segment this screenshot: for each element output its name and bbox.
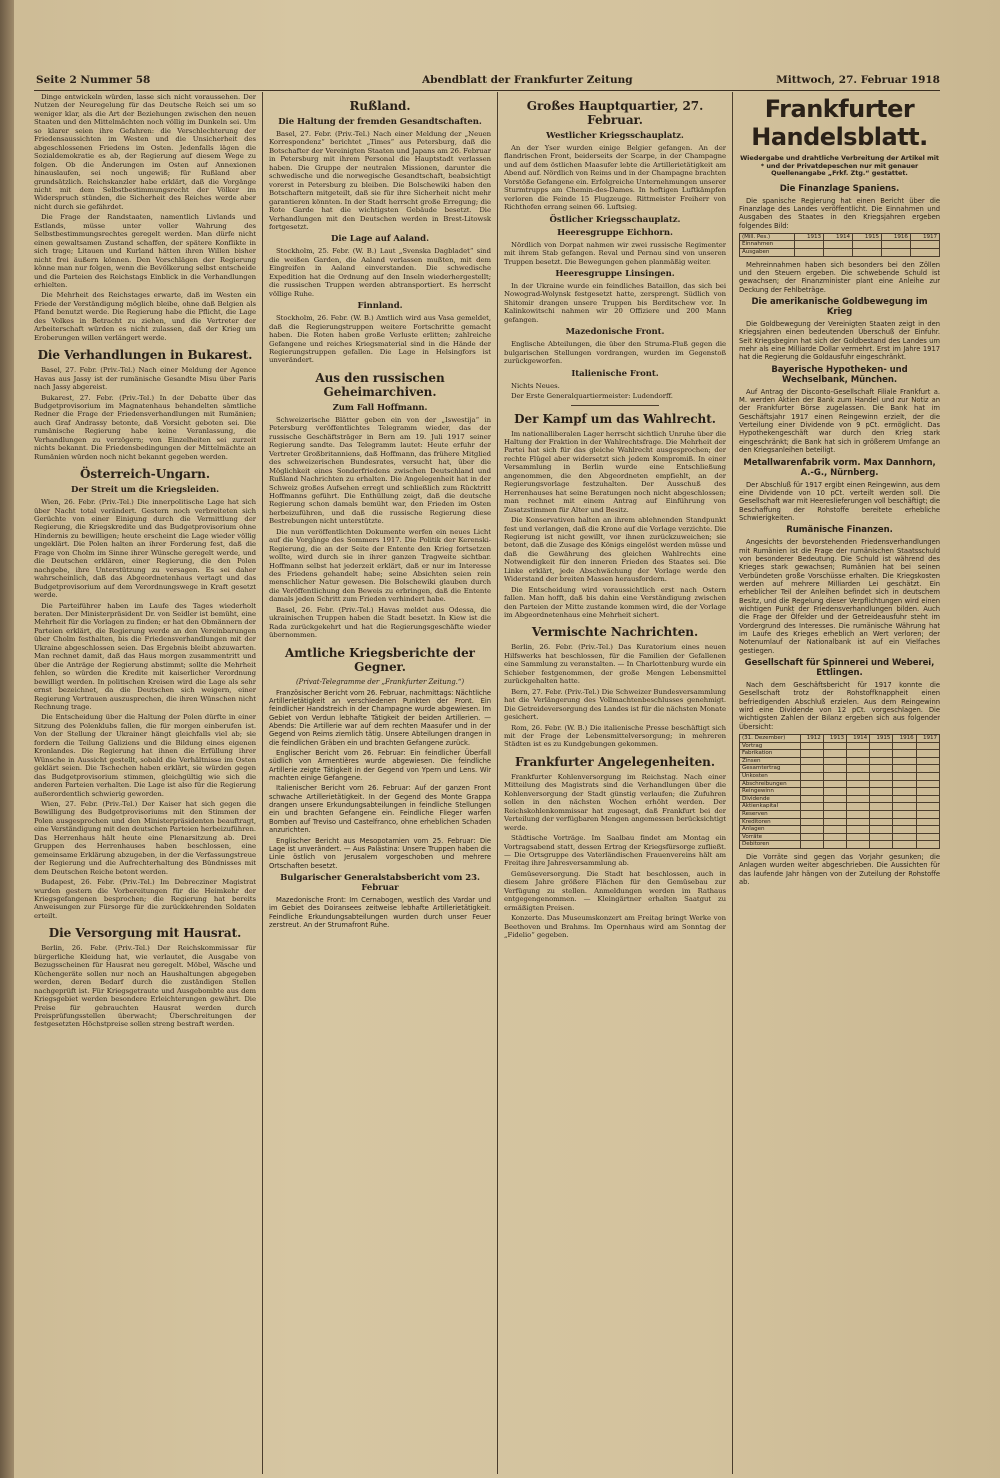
table-cell: 1916 xyxy=(893,735,916,743)
table-cell: 1914 xyxy=(846,735,869,743)
page-header xyxy=(34,74,940,88)
table-cell xyxy=(800,788,823,796)
table-row xyxy=(740,833,940,841)
table-cell xyxy=(852,241,881,249)
headline-bulgarischer-bericht: Bulgarischer Generalstabsbericht vom 23. Februar xyxy=(280,872,480,893)
table-cell xyxy=(870,757,893,765)
column-divider xyxy=(262,92,263,1474)
table-cell xyxy=(823,795,846,803)
table-cell xyxy=(893,780,916,788)
table-cell xyxy=(823,841,846,849)
table-cell: 1915 xyxy=(870,735,893,743)
table-cell xyxy=(846,757,869,765)
table-cell xyxy=(916,773,939,781)
subhead-kriegsleiden: Der Streit um die Kriegsleiden. xyxy=(71,485,219,496)
table-cell xyxy=(846,765,869,773)
table-cell xyxy=(823,788,846,796)
table-cell xyxy=(893,750,916,758)
table-cell xyxy=(870,773,893,781)
table-cell xyxy=(870,788,893,796)
table-cell xyxy=(800,841,823,849)
subhead-mazedonische-front: Mazedonische Front. xyxy=(565,327,665,338)
table-row xyxy=(740,773,940,781)
column-3: Großes Hauptquartier, 27. Februar. Westlicher Kriegsschauplatz. An der Yser wurden einige Belgier gefangen. An der flandrischen Front, beiderseits der Scarpe, in der Champagne und auf dem östlichen Maasufer lebte die Artillerietätigkeit am Abend auf. Nördlich von Reims und in der Champagne brachten Vorstöße Gefangene ein. Erfolgreiche Unternehmungen unserer Sturmtrupps am Chemin-des-Dames. In heftigen Luftkämpfen verloren die Feinde 15 Flugzeuge. Rittmeister Freiherr von Richthofen errang seinen 66. Luftsieg. Östlicher Kriegsschauplatz. Heeresgruppe Eichhorn. Nördlich von Dorpat nahmen wir zwei russische Regimenter mit ihrem Stab gefangen. Reval und Pernau sind von unseren Truppen besetzt. Die Bewegungen gehen planmäßig weiter. Heeresgruppe Linsingen. In der Ukraine wurde ein feindliches Bataillon, das sich bei Nowograd-Wolynsk festgesetzt hatte, zersprengt. Südlich von Shitomir drangen unsere Truppen bis Berditschew vor. In Kalinkowitschi nahmen wir 20 Offiziere und 200 Mann gefangen. Mazedonische Front. Englische Abteilungen, die über den Struma-Fluß gegen die bulgarischen Stellungen vordrangen, wurden im Gegenstoß zurückgeworfen. Italienische Front. Nichts Neues. Der Erste Generalquartiermeister: Ludendorff. Der Kampf um das Wahlrecht. Im nationalliberalen Lager herrscht sichtlich Unruhe über die Haltung der Fraktion in der Wahlrechtsfrage. Die Mehrheit der Partei hat sich für das gleiche Wahlrecht ausgesprochen; der rechte Flügel aber widersetzt sich jedem Kompromiß. In einer Versammlung in Berlin wurde eine Entschließung angenommen, die den Abgeordneten empfiehlt, an der Regierungsvorlage festzuhalten. Der Ausschuß des Herrenhauses hat seine Beratungen noch nicht abgeschlossen; man rechnet mit einem Antrag auf Einführung von Zusatzstimmen für Alter und Besitz. Die Konservativen halten an ihrem ablehnenden Standpunkt fest und verlangen, daß die Krone auf die Vorlage verzichte. Die Regierung ist nicht gewillt, vor ihnen zurückzuweichen; sie betont, daß die Zusage des Königs eingelöst werden müsse und daß die Gewährung des gleichen Wahlrechts eine Notwendigkeit für den inneren Frieden des Staates sei. Die Linke erklärt, jede Abschwächung der Vorlage werde den Widerstand der breiten Massen herausfordern. Die Entscheidung wird voraussichtlich erst nach Ostern fallen. Man hofft, daß bis dahin eine Verständigung zwischen den Parteien der Mitte zustande kommen wird, die der Vorlage im Abgeordnetenhaus eine Mehrheit sichert. Vermischte Nachrichten. Berlin, 26. Febr. (Priv.-Tel.) Das Kuratorium eines neuen Hilfswerks hat beschlossen, für die Familien der Gefallenen eine Sammlung zu veranstalten. — In Charlottenburg wurde ein Schieber festgenommen, der große Mengen Lebensmittel zurückgehalten hatte. Bern, 27. Febr. (Priv.-Tel.) Die Schweizer Bundesversammlung hat die Verlängerung des Vollmachtenbeschlusses genehmigt. Die Getreideversorgung des Landes ist für die nächsten Monate gesichert. Rom, 26. Febr. (W. B.) Die italienische Presse beschäftigt sich mit der Frage der Lebensmittelversorgung; in mehreren Städten ist es zu Kundgebungen gekommen. Frankfurter Angelegenheiten. Frankfurter Kohlenversorgung im Reichstag. Nach einer Mitteilung des Magistrats sind die Verhandlungen über die Kohlenversorgung der Stadt günstig verlaufen; die Zufuhren sollen in den nächsten Wochen erhöht werden. Der Reichskohlenkommissar hat zugesagt, daß Frankfurt bei der Verteilung der verfügbaren Mengen angemessen berücksichtigt werde. Städtische Vorträge. Im Saalbau findet am Montag ein Vortragsabend statt, dessen Ertrag der Kriegsfürsorge zufließt. — Die Ortsgruppe des Vaterländischen Frauenvereins hält am Freitag ihre Jahresversammlung ab. Gemüseversorgung. Die Stadt hat beschlossen, auch in diesem Jahre größere Flächen für den Gemüsebau zur Verfügung zu stellen. Anmeldungen werden im Rathaus entgegengenommen. — Kleingärtner erhalten Saatgut zu ermäßigten Preisen. Konzerte. Das Museumskonzert am Freitag bringt Werke von Beethoven und Brahms. Im Opernhaus wird am Sonntag der „Fidelio“ gegeben. xyxy=(504,99,726,940)
table-cell xyxy=(870,826,893,834)
table-cell xyxy=(893,833,916,841)
table-cell: Ausgaben xyxy=(740,249,795,257)
table-cell: 1912 xyxy=(800,735,823,743)
headline-oesterreich: Österreich-Ungarn. xyxy=(80,467,210,482)
table-cell xyxy=(916,841,939,849)
subhead-gesandtschaften: Die Haltung der fremden Gesandtschaften. xyxy=(278,117,482,127)
headline-ettlingen: Gesellschaft für Spinnerei und Weberei, Ettlingen. xyxy=(744,658,935,679)
table-cell: Kreditoren xyxy=(740,818,801,826)
table-row xyxy=(740,803,940,811)
headline-kriegsberichte: Amtliche Kriegsberichte der Gegner. xyxy=(285,645,475,674)
italian-front-report: Nichts Neues. xyxy=(511,381,560,390)
table-cell xyxy=(846,795,869,803)
table-row xyxy=(740,765,940,773)
table-cell xyxy=(893,826,916,834)
section-divider xyxy=(571,405,660,406)
table-cell xyxy=(800,818,823,826)
header-date: Mittwoch, 27. Februar 1918 xyxy=(776,74,940,86)
header-rule xyxy=(34,90,940,91)
table-cell xyxy=(846,750,869,758)
headline-rumaenische-finanzen: Rumänische Finanzen. xyxy=(786,525,893,536)
subhead-italienische-front: Italienische Front. xyxy=(571,368,659,379)
subhead-privat-telegramme: (Privat-Telegramme der „Frankfurter Zeitung.“) xyxy=(295,677,465,686)
table-cell: Gesamtertrag xyxy=(740,765,801,773)
table-cell: 1915 xyxy=(852,233,881,241)
table-cell xyxy=(893,765,916,773)
subhead-westlicher-kriegsschauplatz: Westlicher Kriegsschauplatz. xyxy=(546,131,684,141)
subhead-hoffmann: Zum Fall Hoffmann. xyxy=(332,402,428,413)
page-binding xyxy=(0,0,14,1478)
headline-goldbewegung: Die amerikanische Goldbewegung im Krieg xyxy=(751,297,928,318)
subhead-linsingen: Heeresgruppe Linsingen. xyxy=(555,268,675,279)
table-row xyxy=(740,757,940,765)
table-cell xyxy=(800,795,823,803)
table-cell xyxy=(870,795,893,803)
table-cell xyxy=(800,757,823,765)
table-cell: Unkosten xyxy=(740,773,801,781)
table-cell xyxy=(823,818,846,826)
table-cell: Debitoren xyxy=(740,841,801,849)
table-cell xyxy=(800,750,823,758)
table-cell xyxy=(846,841,869,849)
table-cell xyxy=(870,811,893,819)
table-cell xyxy=(795,249,824,257)
table-row xyxy=(740,780,940,788)
table-cell xyxy=(893,788,916,796)
table-row xyxy=(740,750,940,758)
table-cell xyxy=(852,249,881,257)
table-cell xyxy=(916,750,939,758)
table-cell xyxy=(916,818,939,826)
table-cell: Vortrag xyxy=(740,742,801,750)
table-cell xyxy=(823,750,846,758)
headline-bukarest: Die Verhandlungen in Bukarest. xyxy=(37,348,253,363)
headline-hauptquartier: Großes Hauptquartier, 27. Februar. xyxy=(526,99,704,127)
table-cell xyxy=(800,811,823,819)
header-masthead: Abendblatt der Frankfurter Zeitung xyxy=(422,74,633,86)
table-cell xyxy=(846,818,869,826)
table-cell xyxy=(870,742,893,750)
column-1: Dinge entwickeln würden, lasse sich nicht voraussehen. Der Nutzen der Neuregelung für das Deutsche Reich sei um so weniger klar, als die Art der Beziehungen zwischen den neuen Staaten und den Mittelmächten noch völlig im Dunkeln sei. Um so klarer seien ihre Gefahren: die Verschlechterung der Friedensaussichten im Westen und die Unsicherheit des abgeschlossenen Friedens im Osten. Jedenfalls lägen die Sozialdemokratie es ab, der Regierung auf diesem Wege zu folgen. Ob die Änderungen im Osten auf Annexionen hinauslaufen, sei noch ungewiß; für Rußland aber grundsätzlich. Reichskanzler habe erklärt, daß die Vorgänge nicht mit dem Selbstbestimmungsrecht der Völker im Widerspruch stünden, die Sicherheit des Reiches werde aber nicht durch sie gefährdet. Die Frage der Randstaaten, namentlich Livlands und Estlands, müsse unter voller Wahrung des Selbstbestimmungsrechtes geregelt werden. Man dürfe nicht einen gewaltsamen Zustand schaffen, der spätere Konflikte in sich trage; Litauen und Kurland hätten ihren Willen bisher nicht frei äußern können. Den Vorschlägen der Regierung könne man nur folgen, wenn die Bevölkerung selbst entscheide und die Parteien des Reichstags Einblick in die Verhandlungen erhielten. Die Mehrheit des Reichstages erwarte, daß im Westen ein Friede der Verständigung möglich bleibe, ohne daß Belgien als Pfand benutzt werde. Die Regierung habe die Pflicht, die Lage des Volkes in Betracht zu ziehen, und die Vertreter der Arbeiterschaft würden es nicht zulassen, daß der Krieg um Eroberungen willen verlängert werde. Die Verhandlungen in Bukarest. Basel, 27. Febr. (Priv.-Tel.) Nach einer Meldung der Agence Havas aus Jassy ist der rumänische Gesandte Misu über Paris nach Jassy abgereist. Bukarest, 27. Febr. (Priv.-Tel.) In der Debatte über das Budgetprovisorium im Magnatenhaus behandelten sämtliche Redner die Frage der Friedensverhandlungen mit Rumänien; auch Graf Andrassy betonte, daß Vorsicht geboten sei. Die rumänische Regierung habe keine Veranlassung, die Verhandlungen zu verzögern; von Einzelheiten sei zurzeit nichts bekannt. Die Friedensbedingungen der Mittelmächte an Rumänien würden noch nicht bekannt gegeben werden. Österreich-Ungarn. Der Streit um die Kriegsleiden. Wien, 26. Febr. (Priv.-Tel.) Die innerpolitische Lage hat sich über Nacht total verändert. Gestern noch verbreiteten sich Gerüchte von einer Einigung durch die Vermittlung der Regierung, die Kriegskredite und das Budgetprovisorium ohne Hindernis zu bewilligen; heute erscheint die Lage wieder völlig ungeklärt. Die Polen halten an ihrer Forderung fest, daß die Frage von Cholm im Sinne ihrer Wünsche geregelt werde, und die Deutschen erklären, einer Regierung, die den Polen nachgebe, ihre Unterstützung zu versagen. Es sei daher wahrscheinlich, daß das Abgeordnetenhaus vertagt und das Budgetprovisorium auf dem Verordnungswege in Kraft gesetzt werde. Die Parteiführer haben im Laufe des Tages wiederholt beraten. Der Ministerpräsident Dr. von Seidler ist bemüht, eine Mehrheit für die Vorlagen zu finden; er hat den Obmännern der Parteien erklärt, die Regierung werde an den Vereinbarungen über Cholm festhalten, bis die Friedensverhandlungen mit der Ukraine abgeschlossen seien. Das Ergebnis bleibt abzuwarten. Man rechnet damit, daß das Haus morgen zusammentritt und über die Anträge der Regierung abstimmt; sollte die Mehrheit fehlen, so würden die Kredite mit kaiserlicher Verordnung bewilligt werden. In politischen Kreisen wird die Lage als sehr ernst bezeichnet, da die Deutschen sich weigern, einer Regierung Vertrauen auszusprechen, die ihren Wünschen nicht Rechnung trage. Die Entscheidung über die Haltung der Polen dürfte in einer Sitzung des Polenklubs fallen, die für morgen einberufen ist. Von der Stellung der Ukrainer hängt gleichfalls viel ab; sie fordern die Teilung Galiziens und die Bildung eines eigenen Kronlandes. Die Regierung hat ihnen die Erfüllung ihrer Wünsche in Aussicht gestellt, sobald die Verhältnisse im Osten geklärt seien. Die Tschechen haben erklärt, sie würden gegen das Budgetprovisorium stimmen, gleichgültig wie sich die anderen Parteien verhalten. Die Lage ist also für die Regierung außerordentlich schwierig geworden. Wien, 27. Febr. (Priv.-Tel.) Der Kaiser hat sich gegen die Bewilligung des Budgetprovisoriums mit den Stimmen der Polen ausgesprochen und den Ministerpräsidenten beauftragt, eine Verständigung mit den deutschen Parteien herbeizuführen. Das Herrenhaus hält heute eine Plenarsitzung ab. Drei Gruppen des Herrenhauses haben beschlossen, eine gemeinsame Erklärung abzugeben, in der die Verfassungstreue der Regierung und die Aufrechterhaltung des Bündnisses mit dem Deutschen Reiche betont werden. Budapest, 26. Febr. (Priv.-Tel.) Im Debrecziner Magistrat wurden gestern die Vorbereitungen für die Heimkehr der Kriegsgefangenen besprochen; die Regierung hat bereits Anweisungen zur Fürsorge für die zurückkehrenden Soldaten erteilt. Die Versorgung mit Hausrat. Berlin, 26. Febr. (Priv.-Tel.) Der Reichskommissar für bürgerliche Kleidung hat, wie verlautet, die Ausgabe von Bezugsscheinen für Hausrat neu geregelt. Möbel, Wäsche und Küchengeräte sollen nur noch an Haushaltungen abgegeben werden, deren Bedarf durch die zuständigen Stellen nachgeprüft ist. Für Kriegsgetraute und Ausgebombte aus dem Kriegsgebiet werden besondere Erleichterungen gewährt. Die Preise für gebrauchten Hausrat werden durch Preisprüfungsstellen überwacht; Überschreitungen der festgesetzten Höchstpreise sollen streng bestraft werden. xyxy=(34,93,256,1029)
table-cell: Reingewinn xyxy=(740,788,801,796)
table-cell xyxy=(916,788,939,796)
table-cell: 1916 xyxy=(881,233,910,241)
table-cell xyxy=(846,803,869,811)
column-4-handelsblatt: Frankfurter Handelsblatt. Wiedergabe und drahtliche Verbreitung der Artikel mit * und der Privatdepeschen nur mit genauer Quellenangabe „Frkf. Ztg.“ gestattet. Die Finanzlage Spaniens. Die spanische Regierung hat einen Bericht über die Finanzlage des Landes veröffentlicht. Die Einnahmen und Ausgaben des Staates in den Kriegsjahren ergeben folgendes Bild: (Mill. Pes.) 1913 1914 1915 1916 1917 Einnahmen Ausgaben Mehreinnahmen haben sich besonders bei den Zöllen und den Steuern ergeben. Die schwebende Schuld ist gewachsen; der Finanzminister plant eine Anleihe zur Deckung der Fehlbeträge. Die amerikanische Goldbewegung im Krieg Die Goldbewegung der Vereinigten Staaten zeigt in den Kriegsjahren einen bedeutenden Überschuß der Einfuhr. Seit Kriegsbeginn hat sich der Goldbestand des Landes um mehr als eine Milliarde Dollar vermehrt. Erst im Jahre 1917 hat die Regierung die Goldausfuhr eingeschränkt. Bayerische Hypotheken- und Wechselbank, München. Auf Antrag der Disconto-Gesellschaft Filiale Frankfurt a. M. werden Aktien der Bank zum Handel und zur Notiz an der Frankfurter Börse zugelassen. Die Bank hat im Geschäftsjahr 1917 einen Reingewinn erzielt, der die Verteilung einer Dividende von 9 pCt. ermöglicht. Das Hypothekengeschäft war durch den Krieg stark eingeschränkt; die Bank hat sich in größerem Umfange an den Kriegsanleihen beteiligt. Metallwarenfabrik vorm. Max Dannhorn, A.-G., Nürnberg. Der Abschluß für 1917 ergibt einen Reingewinn, aus dem eine Dividende von 10 pCt. verteilt werden soll. Die Gesellschaft war mit Heereslieferungen voll beschäftigt; die Beschaffung der Rohstoffe bereitete erhebliche Schwierigkeiten. Rumänische Finanzen. Angesichts der bevorstehenden Friedensverhandlungen mit Rumänien ist die Frage der rumänischen Staatsschuld von besonderer Bedeutung. Die Schuld ist während des Krieges stark gewachsen; Rumänien hat bei seinen Verbündeten große Vorschüsse erhalten. Die Kriegskosten werden auf mehrere Milliarden Lei geschätzt. Ein erheblicher Teil der Anleihen befindet sich in deutschem Besitz, und die Regelung dieser Verpflichtungen wird einen wichtigen Punkt der Friedensverhandlungen bilden. Auch die Frage der Ölfelder und der Getreideausfuhr steht im Vordergrund des Interesses. Die rumänische Währung hat im Laufe des Krieges erheblich an Wert verloren; der Notenumlauf der Nationalbank ist auf ein Vielfaches gestiegen. Gesellschaft für Spinnerei und Weberei, Ettlingen. Nach dem Geschäftsbericht für 1917 konnte die Gesellschaft trotz der Rohstoffknappheit einen befriedigenden Abschluß erzielen. Aus dem Reingewinn wird eine Dividende von 12 pCt. vorgeschlagen. Die wichtigsten Zahlen der Bilanz ergeben sich aus folgender Übersicht: (31. Dezember) 1912 1913 1914 1915 1916 1917 Vortrag Fabrikation Zinsen Gesamtertrag Unkosten Abschreibungen Reingewinn Dividende Aktienkapital Reserven Kreditoren Anlagen Vorräte Debitoren Die Vorräte sind gegen das Vorjahr gesunken; die Anlagen wurden weiter abgeschrieben. Die Aussichten für das laufende Jahr hängen von der Zuteilung der Rohstoffe ab. xyxy=(739,95,940,887)
table-cell: Reserven xyxy=(740,811,801,819)
headline-frankfurt: Frankfurter Angelegenheiten. xyxy=(515,754,715,769)
ettlingen-balance-table xyxy=(739,734,940,849)
table-row xyxy=(740,795,940,803)
table-cell xyxy=(800,773,823,781)
table-cell xyxy=(800,826,823,834)
table-cell xyxy=(824,249,853,257)
table-cell xyxy=(823,811,846,819)
table-cell xyxy=(824,241,853,249)
subhead-aaland: Die Lage auf Aaland. xyxy=(331,234,429,245)
table-cell xyxy=(916,795,939,803)
table-cell xyxy=(916,811,939,819)
table-cell: 1917 xyxy=(916,735,939,743)
table-row xyxy=(740,811,940,819)
table-cell xyxy=(870,803,893,811)
table-cell xyxy=(846,833,869,841)
table-cell xyxy=(870,833,893,841)
table-cell: Vorräte xyxy=(740,833,801,841)
table-cell xyxy=(846,788,869,796)
headline-bayerische-bank: Bayerische Hypotheken- und Wechselbank, München. xyxy=(771,364,908,385)
table-cell xyxy=(893,757,916,765)
table-cell xyxy=(916,780,939,788)
table-cell xyxy=(881,241,910,249)
table-cell: Einnahmen xyxy=(740,241,795,249)
table-cell xyxy=(800,780,823,788)
table-cell: Anlagen xyxy=(740,826,801,834)
headline-geheimarchiven: Aus den russischen Geheimarchiven. xyxy=(315,370,445,399)
table-cell: (31. Dezember) xyxy=(740,735,801,743)
table-cell xyxy=(870,841,893,849)
table-cell xyxy=(916,757,939,765)
headline-wahlrecht: Der Kampf um das Wahlrecht. xyxy=(514,411,716,426)
table-cell xyxy=(823,826,846,834)
table-cell xyxy=(846,811,869,819)
table-cell xyxy=(870,765,893,773)
table-cell xyxy=(870,818,893,826)
table-cell xyxy=(823,780,846,788)
table-row xyxy=(740,841,940,849)
column-divider xyxy=(497,92,498,1474)
table-cell xyxy=(870,750,893,758)
table-cell: Fabrikation xyxy=(740,750,801,758)
table-cell: 1914 xyxy=(824,233,853,241)
table-cell xyxy=(795,241,824,249)
subhead-oestlicher-kriegsschauplatz: Östlicher Kriegsschauplatz. xyxy=(549,214,681,225)
subhead-eichhorn: Heeresgruppe Eichhorn. xyxy=(557,227,673,238)
table-cell xyxy=(823,803,846,811)
table-cell xyxy=(881,249,910,257)
table-cell xyxy=(893,742,916,750)
report-signature: Der Erste Generalquartiermeister: Ludendorff. xyxy=(511,392,673,401)
table-cell xyxy=(800,765,823,773)
table-row xyxy=(740,818,940,826)
table-cell xyxy=(823,833,846,841)
table-cell xyxy=(893,841,916,849)
table-cell xyxy=(800,833,823,841)
table-row xyxy=(740,826,940,834)
table-cell xyxy=(893,795,916,803)
table-cell xyxy=(846,773,869,781)
table-cell xyxy=(893,818,916,826)
table-cell: Zinsen xyxy=(740,757,801,765)
spain-finance-table xyxy=(739,233,940,257)
column-divider xyxy=(732,92,733,1474)
table-cell xyxy=(916,765,939,773)
headline-russland: Rußland. xyxy=(349,99,411,113)
table-cell xyxy=(846,742,869,750)
table-cell xyxy=(823,757,846,765)
subhead-finnland: Finnland. xyxy=(357,301,403,312)
table-cell xyxy=(916,826,939,834)
table-cell xyxy=(846,780,869,788)
table-cell xyxy=(823,773,846,781)
table-row xyxy=(740,742,940,750)
table-cell xyxy=(823,765,846,773)
table-cell: Aktienkapital xyxy=(740,803,801,811)
table-cell: (Mill. Pes.) xyxy=(740,233,795,241)
table-row xyxy=(740,788,940,796)
table-cell xyxy=(823,742,846,750)
table-cell xyxy=(910,241,939,249)
table-cell xyxy=(893,803,916,811)
table-cell xyxy=(910,249,939,257)
table-cell xyxy=(893,773,916,781)
table-cell: 1913 xyxy=(823,735,846,743)
table-cell xyxy=(800,742,823,750)
table-cell: 1917 xyxy=(910,233,939,241)
table-cell: Dividende xyxy=(740,795,801,803)
table-cell xyxy=(800,803,823,811)
table-cell xyxy=(846,826,869,834)
table-cell xyxy=(916,833,939,841)
table-cell: 1913 xyxy=(795,233,824,241)
headline-vermischte: Vermischte Nachrichten. xyxy=(531,625,699,640)
table-cell xyxy=(893,811,916,819)
header-page-number: Seite 2 Nummer 58 xyxy=(36,74,151,86)
handelsblatt-title: Frankfurter Handelsblatt. xyxy=(751,95,928,151)
table-cell: Abschreibungen xyxy=(740,780,801,788)
headline-versorgung: Die Versorgung mit Hausrat. xyxy=(48,926,242,941)
headline-metallwarenfabrik: Metallwarenfabrik vorm. Max Dannhorn, A.-G., Nürnberg. xyxy=(743,457,936,478)
column-2: Rußland. Die Haltung der fremden Gesandtschaften. Basel, 27. Febr. (Priv.-Tel.) Nach einer Meldung der „Neuen Korrespondenz“ berichtet „Times“ aus Petersburg, daß die Botschafter der Vereinigten Staaten und Japans am 26. Februar in Petersburg mit ihrem Personal die Hauptstadt verlassen haben. Die Gruppe der neutralen Missionen, darunter die schwedische und die norwegische Gesandtschaft, beabsichtigt vorerst in Petersburg zu bleiben. Die Bolschewiki haben den Botschaftern mitgeteilt, daß sie für ihre Sicherheit nicht mehr garantieren könnten. In der Stadt herrscht große Erregung; die Rote Garde hat die wichtigsten Gebäude besetzt. Die Verhandlungen mit den Deutschen werden in Brest-Litowsk fortgesetzt. Die Lage auf Aaland. Stockholm, 25. Febr. (W. B.) Laut „Svenska Dagbladet“ sind die weißen Garden, die Aaland verlassen mußten, mit dem Eingreifen in Aaland einverstanden. Die schwedische Expedition hat die Ordnung auf den Inseln wiederhergestellt; die russischen Truppen werden abtransportiert. Es herrscht völlige Ruhe. Finnland. Stockholm, 26. Febr. (W. B.) Amtlich wird aus Vasa gemeldet, daß die Regierungstruppen weitere Fortschritte gemacht haben. Die Roten haben große Verluste erlitten; zahlreiche Gefangene und reiches Kriegsmaterial sind in die Hände der Regierungstruppen gefallen. Die Lage in Helsingfors ist unverändert. Aus den russischen Geheimarchiven. Zum Fall Hoffmann. Schweizerische Blätter geben ein von der „Iswestija“ in Petersburg veröffentlichtes Telegramm wieder, das der russische Geschäftsträger in Bern am 19. Juli 1917 seiner Regierung sandte. Das Telegramm lautet: Heute erfuhr der Vertreter Großbritanniens, daß Hoffmann, das frühere Mitglied des schweizerischen Bundesrates, versucht hat, über die Möglichkeit eines Sonderfriedens zwischen Deutschland und Rußland Nachrichten zu erhalten. Die Angelegenheit hat in der Schweiz großes Aufsehen erregt und schließlich zum Rücktritt Hoffmanns geführt. Die Enthüllung zeigt, daß die deutsche Regierung schon damals bemüht war, den Frieden im Osten herbeizuführen, und daß die russische Regierung diese Bestrebungen nicht unterstützte. Die nun veröffentlichten Dokumente werfen ein neues Licht auf die Vorgänge des Sommers 1917. Die Politik der Kerenski-Regierung, die an der Seite der Entente den Krieg fortsetzen wollte, wird durch sie in ihrer ganzen Tragweite sichtbar. Hoffmann selbst hat jederzeit erklärt, daß er nur im Interesse des Friedens gehandelt habe; seine Absichten seien rein menschlicher Natur gewesen. Die Bolschewiki glauben durch die Veröffentlichung den Beweis zu erbringen, daß die Entente damals jeden Schritt zum Frieden verhindert habe. Basel, 26. Febr. (Priv.-Tel.) Havas meldet aus Odessa, die ukrainischen Truppen haben die Stadt besetzt. In Kiew ist die Rada zurückgekehrt und hat die Regierungsgeschäfte wieder übernommen. Amtliche Kriegsberichte der Gegner. (Privat-Telegramme der „Frankfurter Zeitung.“) Französischer Bericht vom 26. Februar, nachmittags: Nächtliche Artillerietätigkeit an verschiedenen Punkten der Front. Ein feindlicher Handstreich in der Champagne wurde abgewiesen. Im Gebiet von Verdun lebhafte Tätigkeit der beiden Artillerien. — Abends: Die Artillerie war auf dem rechten Maasufer und in der Gegend von Reims ziemlich tätig. Unsere Abteilungen drangen in die feindlichen Gräben ein und brachten Gefangene zurück. Englischer Bericht vom 26. Februar: Ein feindlicher Überfall südlich von Armentières wurde abgewiesen. Die feindliche Artillerie zeigte Tätigkeit in der Gegend von Ypern und Lens. Wir machten einige Gefangene. Italienischer Bericht vom 26. Februar: Auf der ganzen Front schwache Artillerietätigkeit. In der Gegend des Monte Grappa drangen unsere Erkundungsabteilungen in feindliche Stellungen ein und brachten Gefangene ein. Feindliche Flieger warfen Bomben auf Treviso und Castelfranco, ohne erheblichen Schaden anzurichten. Englischer Bericht aus Mesopotamien vom 25. Februar: Die Lage ist unverändert. — Aus Palästina: Unsere Truppen haben die Linie östlich von Jerusalem vorgeschoben und mehrere Ortschaften besetzt. Bulgarischer Generalstabsbericht vom 23. Februar Mazedonische Front: Im Cernabogen, westlich des Vardar und im Gebiet des Doiransees zeitweise lebhafte Artillerietätigkeit. Feindliche Erkundungsabteilungen wurden durch unser Feuer zerstreut. An der Strumafront Ruhe. xyxy=(269,99,491,929)
table-cell xyxy=(916,803,939,811)
table-cell xyxy=(870,780,893,788)
handelsblatt-notice: Wiedergabe und drahtliche Verbreitung der Artikel mit * und der Privatdepeschen nur mit genauer Quellenangabe „Frkf. Ztg.“ gestattet. xyxy=(740,154,939,177)
table-cell xyxy=(916,742,939,750)
headline-spanien: Die Finanzlage Spaniens. xyxy=(779,183,900,194)
